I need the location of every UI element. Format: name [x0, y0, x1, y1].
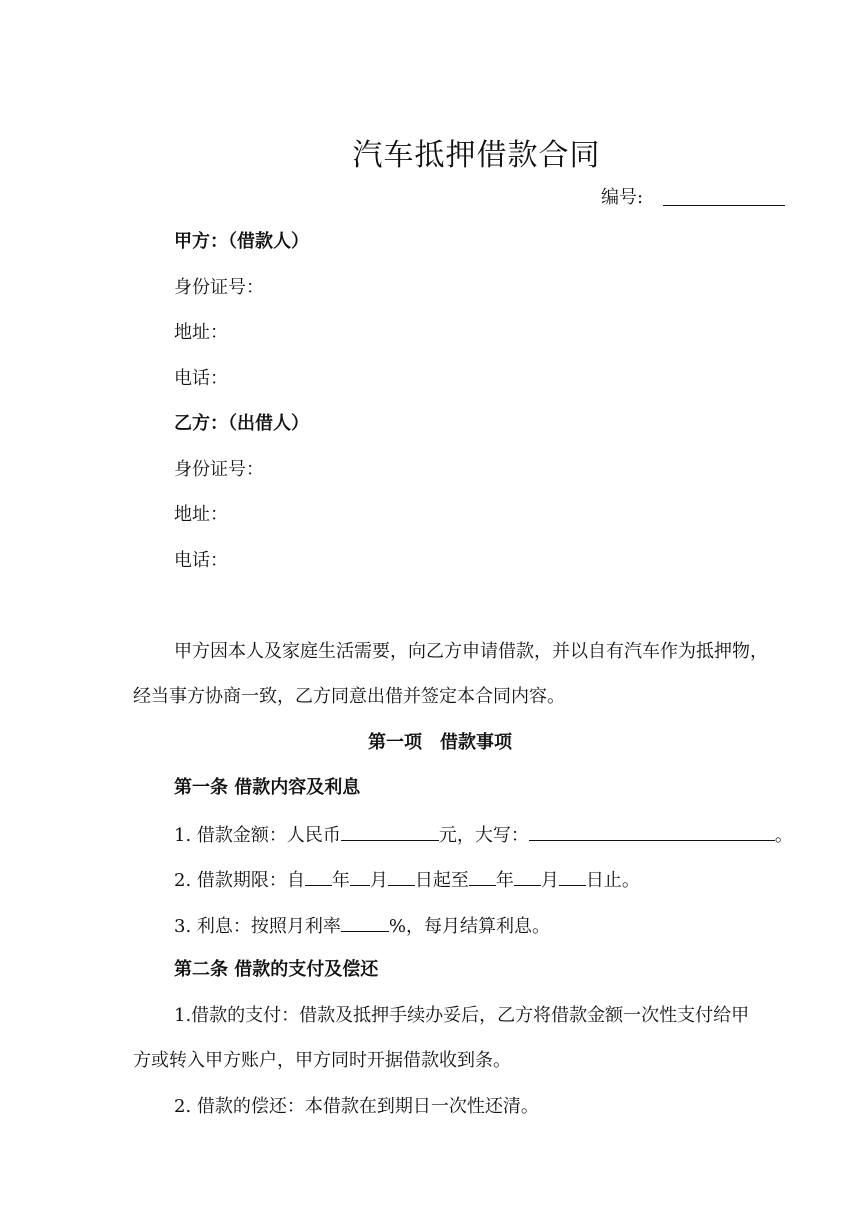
start-day-blank [388, 867, 415, 886]
repayment-line: 2. 借款的偿还：本借款在到期日一次性还清。 [174, 1096, 539, 1117]
amount-words-blank [529, 822, 775, 841]
end-day-blank [559, 867, 586, 886]
article-2-heading: 第二条 借款的支付及偿还 [174, 959, 379, 980]
interest-suffix: %，每月结算利息。 [388, 916, 551, 937]
end-month-label: 月 [540, 870, 559, 891]
interest-line [174, 913, 550, 939]
intro-line-1: 甲方因本人及家庭生活需要，向乙方申请借款，并以自有汽车作为抵押物， [174, 641, 768, 662]
party-a-address-label: 地址： [174, 322, 228, 343]
intro-line-2: 经当事方协商一致，乙方同意出借并签定本合同内容。 [133, 686, 565, 707]
party-a-id-label: 身份证号： [174, 277, 264, 298]
party-b-heading: 乙方：（出借人） [174, 413, 309, 434]
party-a-phone-label: 电话： [174, 368, 228, 389]
start-month-blank [350, 867, 370, 886]
contract-number-label: 编号: [601, 187, 644, 208]
interest-rate-blank [341, 913, 389, 932]
party-a-heading: 甲方：（借款人） [174, 231, 309, 252]
loan-amount-line [174, 822, 793, 848]
start-year-blank [305, 867, 332, 886]
end-day-label: 日止。 [585, 870, 640, 891]
party-b-id-label: 身份证号： [174, 459, 264, 480]
loan-term-line [174, 867, 640, 893]
loan-term-label: 2. 借款期限：自 [174, 870, 305, 891]
contract-number-blank [663, 205, 785, 206]
amount-words-label: 元，大写： [438, 825, 529, 846]
end-year-blank [469, 867, 496, 886]
end-month-blank [514, 867, 541, 886]
section-heading: 第一项 借款事项 [368, 732, 512, 753]
document-title: 汽车抵押借款合同 [352, 138, 601, 173]
party-b-address-label: 地址： [174, 504, 228, 525]
loan-amount-label: 1. 借款金额：人民币 [174, 825, 341, 846]
payment-line-1: 1.借款的支付：借款及抵押手续办妥后，乙方将借款金额一次性支付给甲 [174, 1005, 750, 1026]
interest-label: 3. 利息：按照月利率 [174, 916, 341, 937]
start-month-label: 月 [369, 870, 388, 891]
amount-blank [341, 822, 439, 841]
amount-period: 。 [774, 825, 793, 846]
payment-line-2: 方或转入甲方账户，甲方同时开据借款收到条。 [133, 1050, 511, 1071]
start-day-label: 日起至 [414, 870, 469, 891]
article-1-heading: 第一条 借款内容及利息 [174, 777, 361, 798]
end-year-label: 年 [495, 870, 514, 891]
party-b-phone-label: 电话： [174, 550, 228, 571]
start-year-label: 年 [331, 870, 350, 891]
